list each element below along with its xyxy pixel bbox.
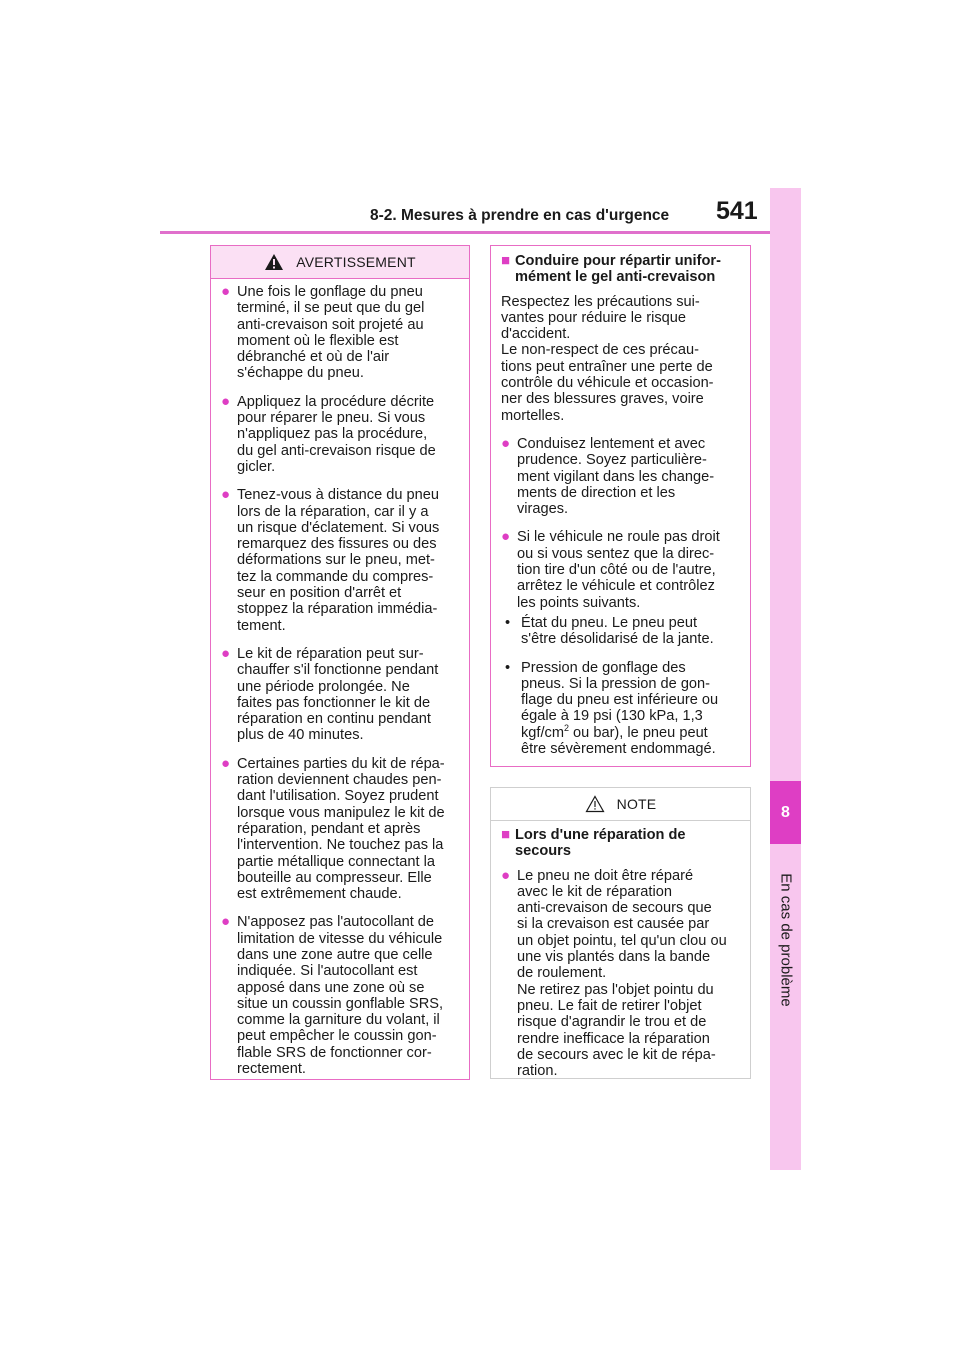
bullet-icon: ● [221,644,231,662]
check-point-item [501,660,740,758]
warning-item [221,284,459,382]
note-box-header [491,788,750,821]
bullet-icon: ● [501,434,511,452]
chapter-number: 8 [781,803,790,821]
section-title: 8-2. Mesures à prendre en cas d'urgence [370,207,670,224]
bullet-icon: ● [221,913,231,931]
page-number: 541 [716,197,758,225]
check-point-text-main: Pression de gonflage des pneus. Si la pression de gon- flage du pneu est inférieure ou égale à 19 psi (130 kPa, 1,3 kgf/cm [521,659,719,741]
bullet-icon: ● [221,754,231,772]
intro-paragraph: Respectez les précautions sui- vantes pour réduire le risque d'accident. Le non-respect de ces précau- tions peut entraîner une perte de contrôle du véhicule et occasion- ner des blessures graves, voire mortelles. [501,293,714,424]
subheading [501,253,740,286]
warning-item-text: Tenez-vous à distance du pneu lors de la réparation, car il y a un risque d'éclatement. Si vous remarquez des fissures ou des déformations sur le pneu, met- tez la commande du compres- seur en position d'arrêt et stoppez la réparation immédia- tement. [237,487,440,634]
warning-item-text: Une fois le gonflage du pneu terminé, il se peut que du gel anti-crevaison soit projeté au moment où le flexible est débranché et où de l'air s'échappe du pneu. [237,284,425,382]
caution-triangle-icon [585,795,605,813]
bullet-icon: ● [221,486,231,504]
warning-item [221,914,459,1077]
subheading [501,827,740,860]
warning-item-text: Conduisez lentement et avec prudence. Soyez particulière- ment vigilant dans les change- ments de direction et les virages. [517,435,715,518]
bullet-icon: ● [501,528,511,546]
check-point-text: État du pneu. Le pneu peut s'être désolidarisé de la jante. [521,614,714,648]
chapter-label: En cas de problème [777,873,795,1007]
warning-item [221,646,459,744]
check-point-item [501,615,740,648]
square-bullet-icon: ■ [501,826,511,843]
warning-box-continued [490,245,751,767]
note-item [501,868,740,1080]
warning-item-text: N'apposez pas l'autocollant de limitation de vitesse du véhicule dans une zone autre que celle indiquée. Si l'autocollant est apposé dans une zone où se situe un coussin gonflable SRS, comme la garniture du volant, il peut empêcher le coussin gon- flable SRS de fonctionner cor- rectement. [237,914,444,1078]
warning-item [501,436,740,517]
warning-box [210,245,470,1080]
chapter-side-tab [770,188,801,1170]
warning-item [221,756,459,903]
note-box [490,787,751,1079]
header-rule [160,231,772,234]
warning-triangle-icon [264,253,284,271]
warning-item [221,394,459,475]
check-point-text [521,660,740,758]
bullet-icon: ● [221,392,231,410]
note-box-title: NOTE [616,796,657,812]
subheading-text: Conduire pour répartir unifor- mément le gel anti-crevaison [515,253,721,286]
dot-bullet-icon: • [505,614,511,631]
superscript: 2 [563,722,569,733]
subheading-text: Lors d'une réparation de secours [515,827,686,860]
warning-box-header [211,246,469,279]
warning-item [221,487,459,634]
square-bullet-icon: ■ [501,252,511,269]
bullet-icon: ● [501,866,511,884]
warning-item-text: Si le véhicule ne roule pas droit ou si vous sentez que la direc- tion tire d'un côté ou de l'autre, arrêtez le véhicule et contrôlez les points suivants. [517,529,720,611]
warning-item-text: Le kit de réparation peut sur- chauffer s'il fonctionne pendant une période prolongée. Ne faites pas fonctionner le kit de réparation en continu pendant plus de 40 minutes. [237,645,439,744]
note-item-text: Le pneu ne doit être réparé avec le kit de réparation anti-crevaison de secours que si la crevaison est causée par un objet pointu, tel qu'un clou ou une vis plantés dans la bande de roulement. Ne retirez pas l'objet pointu du pneu. Le fait de retirer l'objet risque d'agrandir le trou et de rendre inefficace la réparation de secours avec le kit de répa- ration. [517,867,727,1080]
warning-item-text: Appliquez la procédure décrite pour réparer le pneu. Si vous n'appliquez pas la procédure, du gel anti-crevaison risque de gicler. [237,393,436,475]
dot-bullet-icon: • [505,659,511,676]
bullet-icon: ● [221,283,231,300]
warning-item [501,529,740,610]
chapter-number-box [770,781,801,844]
check-point-text-tail: ou bar), le pneu peut être sévèrement endommagé. [521,724,716,758]
warning-item-text: Certaines parties du kit de répa- ration deviennent chaudes pen- dant l'utilisation. Soyez prudent lorsque vous manipulez le kit de réparation, pendant et après l'intervention. Ne touchez pas la partie métallique connectant la bouteille au compresseur. Elle est extrêmement chaude. [237,755,445,903]
warning-box-title: AVERTISSEMENT [296,254,416,270]
